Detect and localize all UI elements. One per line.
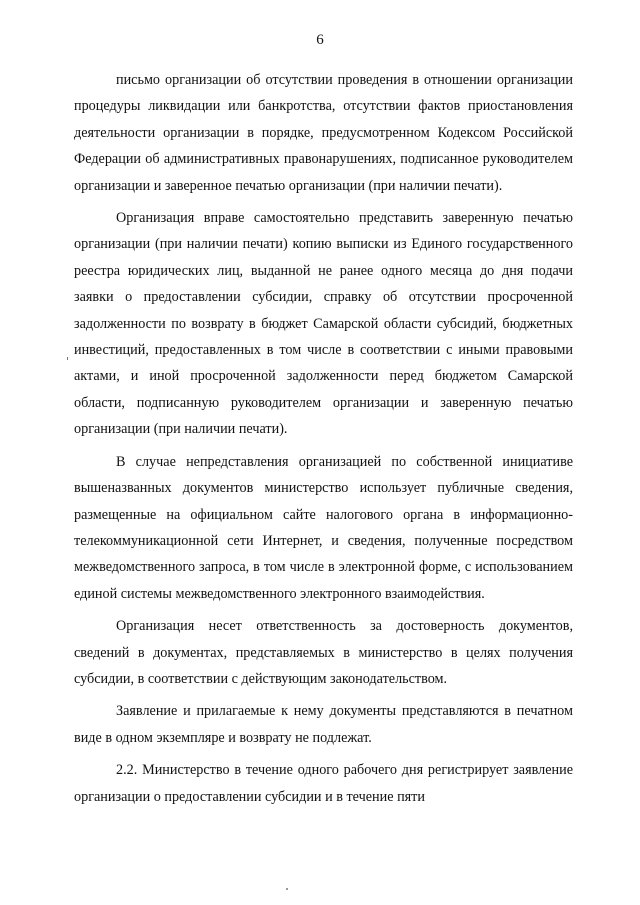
paragraph-letter-requirement: письмо организации об отсутствии проведения в отношении организации процедуры ликвидации или банкротства, отсутствии фактов приостановления деятельности организации в порядке, предусмотренном Кодексом Российской Федерации об административных правонарушениях, подписанное руководителем организации и заверенное печатью организации (при наличии печати). [74, 72, 573, 194]
paragraph-responsibility: Организация несет ответственность за достоверность документов, сведений в документах, представляемых в министерство в целях получения субсидии, в соответствии с действующим законодательством. [74, 618, 573, 687]
paragraph-section-2-2: 2.2. Министерство в течение одного рабочего дня регистрирует заявление организации о предоставлении субсидии и в течение пяти [74, 762, 573, 805]
document-body [74, 67, 573, 816]
footer-mark [286, 888, 288, 890]
page-number: 6 [316, 32, 324, 48]
paragraph-submission-format: Заявление и прилагаемые к нему документы представляются в печатном виде в одном экземпляре и возврату не подлежат. [74, 703, 573, 746]
paragraph-optional-documents: Организация вправе самостоятельно представить заверенную печатью организации (при наличии печати) копию выписки из Единого государственного реестра юридических лиц, выданной не ранее одного месяца до дня подачи заявки о предоставлении субсидии, справку об отсутствии просроченной задолженности по возврату в бюджет Самарской области субсидий, бюджетных инвестиций, предоставленных в том числе в соответствии с иными правовыми актами, и иной просроченной задолженности перед бюджетом Самарской области, подписанную руководителем организации и заверенную печатью организации (при наличии печати). [74, 210, 573, 438]
paragraph-public-information: В случае непредставления организацией по собственной инициативе вышеназванных документов министерство использует публичные сведения, размещенные на официальном сайте налогового органа в информационно-телекоммуникационной сети Интернет, и сведения, полученные посредством межведомственного запроса, в том числе в электронной форме, с использованием единой системы межведомственного электронного взаимодействия. [74, 453, 573, 602]
margin-mark [67, 357, 68, 360]
